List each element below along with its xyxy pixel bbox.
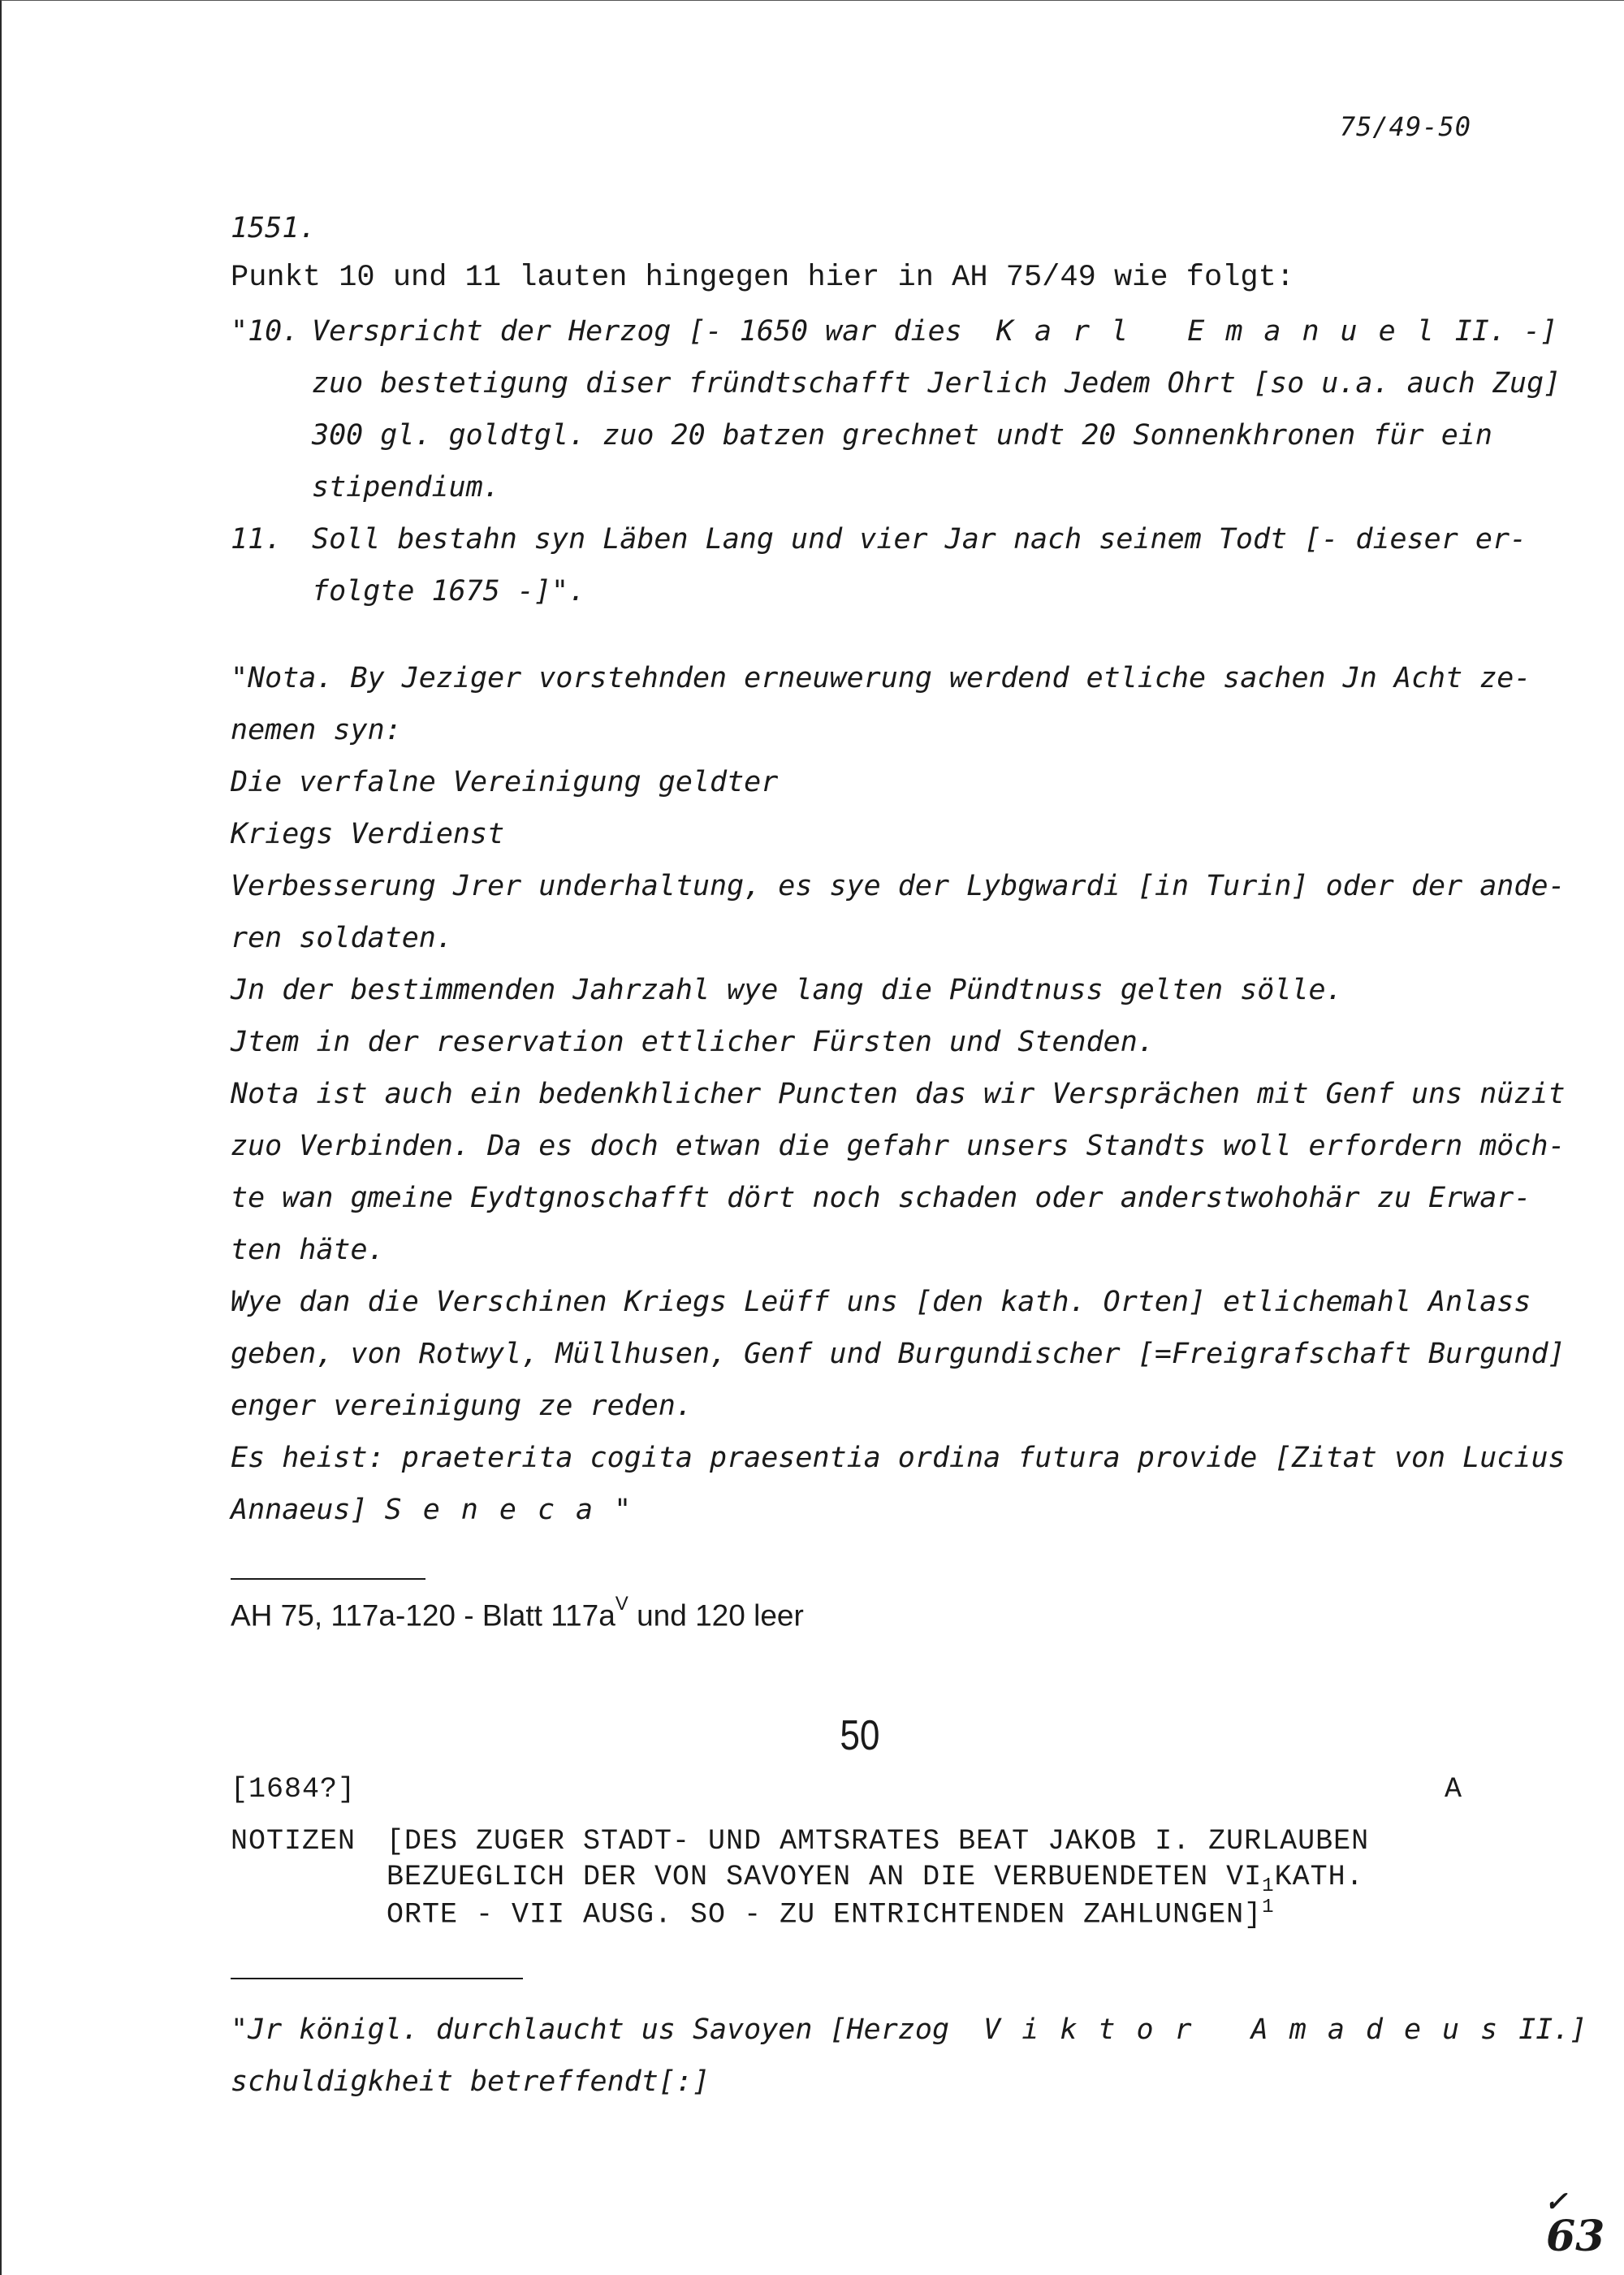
intro-line: Punkt 10 und 11 lauten hingegen hier in AH 75/49 wie folgt: — [231, 261, 1295, 295]
nota-line-3: Die verfalne Vereinigung geldter — [231, 766, 779, 798]
nota-line-1: "Nota. By Jeziger vorstehnden erneuwerung werdend etliche sachen Jn Acht ze- — [231, 662, 1531, 694]
nota-line-13: Wye dan die Verschinen Kriegs Leüff uns [den kath. Orten] etlichemahl Anlass — [231, 1286, 1531, 1318]
item-10-line-1: Verspricht der Herzog [- 1650 war dies Karl EmanuelII. -] — [312, 315, 1558, 348]
title-label: NOTIZEN — [231, 1825, 356, 1858]
item-11-line-1: Soll bestahn syn Läben Lang und vier Jar nach seinem Todt [- dieser er- — [312, 523, 1527, 556]
document-date: [1684?] — [231, 1773, 356, 1806]
item-10-number: "10. — [231, 315, 300, 348]
nota-line-9: Nota ist auch ein bedenkhlicher Puncten das wir Versprächen mit Genf uns nüzit — [231, 1078, 1566, 1110]
nota-line-10: zuo Verbinden. Da es doch etwan die gefahr unsers Standts woll erfordern möch- — [231, 1130, 1566, 1162]
footnote: AH 75, 117a-120 - Blatt $117a^V$ und 120 leer — [231, 1593, 804, 1633]
document-number: 50 — [840, 1712, 880, 1759]
document-letter: A — [1445, 1773, 1463, 1806]
nota-line-4: Kriegs Verdienst — [231, 818, 505, 850]
nota-line-15: enger vereinigung ze reden. — [231, 1390, 693, 1422]
nota-line-11: te wan gmeine Eydtgnoschafft dört noch schaden oder anderstwohohär zu Erwar- — [231, 1182, 1531, 1214]
footnote-divider — [231, 1578, 425, 1580]
nota-line-12: ten häte. — [231, 1234, 385, 1266]
checkmark-icon: ✓ — [1544, 2186, 1568, 2218]
quote-line-2: schuldigkheit betreffendt[:] — [231, 2065, 710, 2098]
item-10-line-3: 300 gl. goldtgl. zuo 20 batzen grechnet undt 20 Sonnenkhronen für ein — [312, 419, 1492, 452]
archive-reference: 75/49-50 — [1339, 111, 1471, 142]
page-number-handwritten: 63 — [1546, 2212, 1605, 2261]
nota-line-8: Jtem in der reservation ettlicher Fürsten und Stenden. — [231, 1026, 1155, 1058]
quote-line-1: "Jr königl. durchlaucht us Savoyen [Herzog Viktor AmadeusII.] — [231, 2013, 1587, 2046]
title-line-3: ORTE - VII AUSG. SO - ZU ENTRICHTENDEN ZAHLUNGEN]$^1$ — [387, 1897, 1275, 1931]
nota-line-2: nemen syn: — [231, 714, 402, 746]
nota-line-17: Annaeus] Seneca" — [231, 1494, 632, 1526]
name-seneca: Seneca — [384, 1494, 615, 1526]
nota-line-6: ren soldaten. — [231, 922, 453, 954]
title-line-2: BEZUEGLICH DER VON SAVOYEN AN DIE VERBUENDETEN $VI_1KATH$. — [387, 1861, 1364, 1897]
item-11-number: 11. — [231, 523, 283, 556]
nota-line-7: Jn der bestimmenden Jahrzahl wye lang die Pündtnuss gelten sölle. — [231, 974, 1343, 1006]
item-11-line-2: folgte 1675 -]". — [312, 575, 586, 608]
nota-line-14: geben, von Rotwyl, Müllhusen, Genf und Burgundischer [=Freigrafschaft Burgund] — [231, 1338, 1566, 1370]
nota-line-5: Verbesserung Jrer underhaltung, es sye der Lybgwardi [in Turin] oder der ande- — [231, 870, 1566, 902]
nota-line-16: Es heist: praeterita cogita praesentia ordina futura provide [Zitat von Lucius — [231, 1442, 1566, 1474]
item-10-line-2: zuo bestetigung diser fründtschafft Jerlich Jedem Ohrt [so u.a. auch Zug] — [312, 367, 1561, 400]
section-divider — [231, 1978, 523, 1979]
name-viktor-amadeus: Viktor Amadeus — [983, 2013, 1519, 2046]
year-line: 1551. — [231, 212, 317, 244]
name-karl-emanuel: Karl Emanuel — [996, 315, 1455, 348]
item-10-line-4: stipendium. — [312, 471, 500, 504]
title-line-1: [DES ZUGER STADT- UND AMTSRATES BEAT JAKOB I. ZURLAUBEN — [387, 1825, 1370, 1858]
